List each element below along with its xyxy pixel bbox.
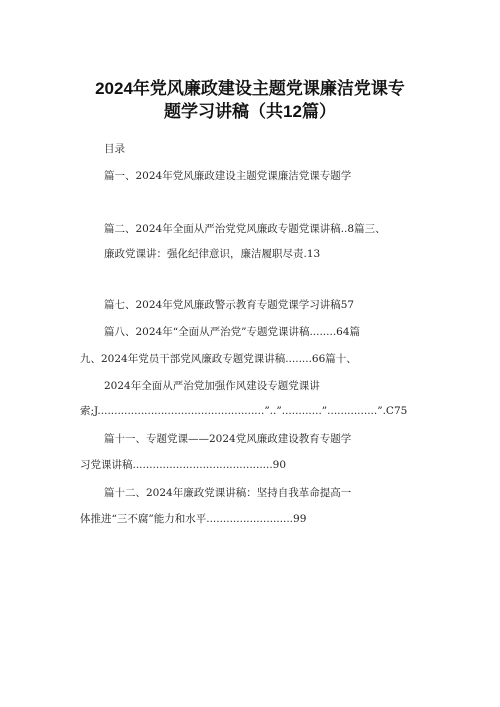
toc-line: 篇八、2024年“全面从严治党”专题党课讲稿........64篇 xyxy=(104,326,361,338)
toc-line: 体推进“三不腐”能力和水平..........................99 xyxy=(80,513,307,525)
toc-line: 习党课讲稿..........................................90 xyxy=(80,459,287,471)
toc-line: 九、2024年党员干部党风廉政专题党课讲稿........66篇十、 xyxy=(80,353,357,365)
toc-line: 篇一、2024年党风廉政建设主题党课廉洁党课专题学 xyxy=(104,170,352,182)
toc-line: 篇十一、专题党课——2024党风廉政建设教育专题学 xyxy=(104,433,352,445)
toc-line: 篇十二、2024年廉政党课讲稿：坚持自我革命提高一 xyxy=(104,487,352,499)
toc-line: 廉政党课讲：强化纪律意识，廉洁履职尽责.13 xyxy=(104,248,321,260)
document-title-line-2: 题学习讲稿（共12篇） xyxy=(164,102,336,121)
document-title-line-1: 2024年党风廉政建设主题党课廉洁党课专 xyxy=(95,79,405,98)
toc-heading: 目录 xyxy=(104,143,125,155)
toc-line: 篇七、2024年党风廉政警示教育专题党课学习讲稿57 xyxy=(104,299,355,311)
toc-line: 篇二、2024年全面从严治党党风廉政专题党课讲稿..8篇三、 xyxy=(104,223,386,235)
toc-line: 2024年全面从严治党加强作风建设专题党课讲 xyxy=(104,380,320,392)
toc-line: 索;J..................................................”..”............”...............”.C75 xyxy=(80,405,408,417)
